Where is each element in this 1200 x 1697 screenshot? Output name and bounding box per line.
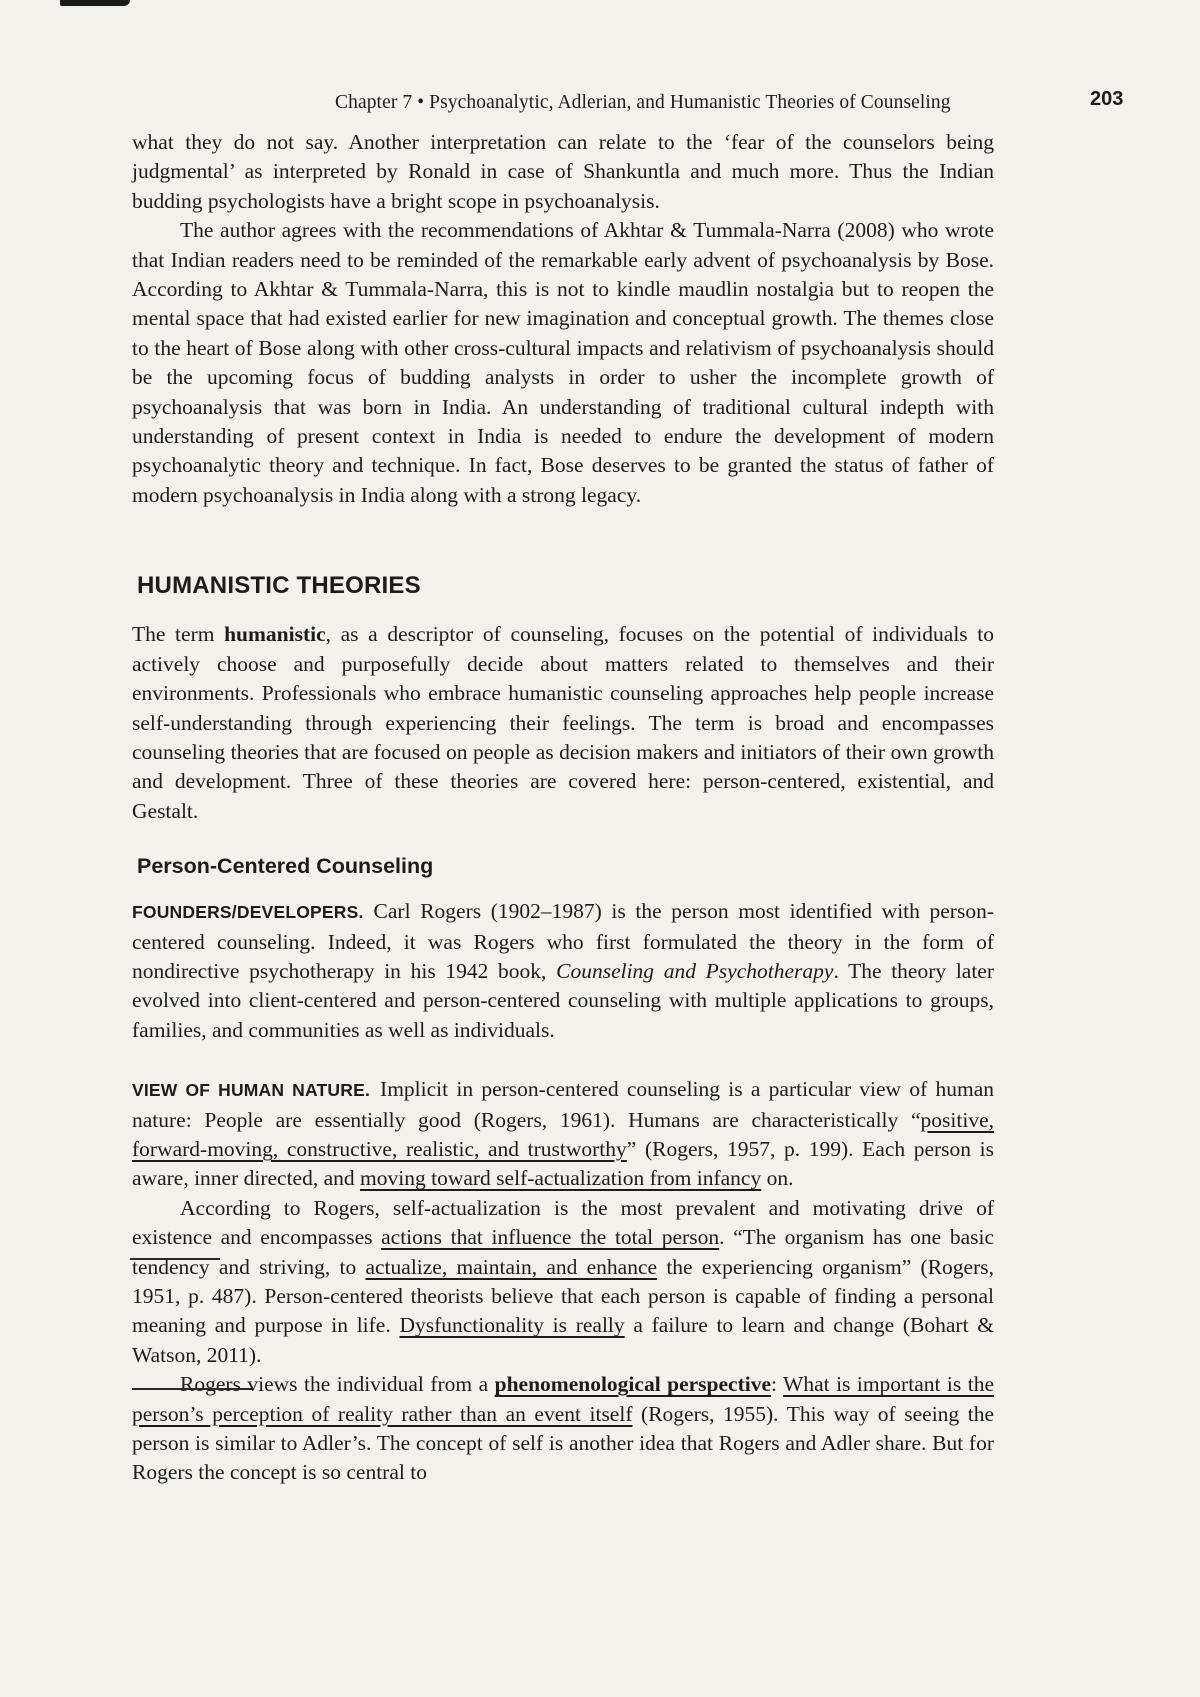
paragraph-human-nature: VIEW OF HUMAN NATURE. Implicit in person-centered counseling is a particular view of human nature: People are essentially good (Rogers, 1961). Humans are characteristically “positive, forward-moving, constructive, realistic, and trustworthy” (Rogers, 1957, p. 199). Each person is aware, inner directed, and moving toward self-actualization from infancy on. [132,1077,994,1191]
pen-mark-line [132,1388,252,1390]
paragraph-self-actualization: According to Rogers, self-actualization is the most prevalent and motivating drive of existence and encompasses actions that influence the total person. “The organism has one basic tendency and striving, to actualize, maintain, and enhance the experiencing organism” (Rogers, 1951, p. 487). Person-centered theorists believe that each person is capable of finding a personal meaning and purpose in life. Dysfunctionality is really a failure to learn and change (Bohart & Watson, 2011). [132,1195,995,1367]
underline-annotation: positive, forward-moving, constructive, realistic, and trustworthy [132,1107,994,1161]
running-head: Chapter 7 • Psychoanalytic, Adlerian, and Humanistic Theories of Counseling [335,92,951,113]
page-number: 203 [1090,88,1124,110]
paragraph-humanistic: The term humanistic, as a descriptor of counseling, focuses on the potential of individuals to actively choose and purposefully decide about matters related to themselves and their environments. Professionals who embrace humanistic counseling approaches help people increase self-understanding through experiencing their feelings. The term is broad and encompasses counseling theories that are focused on people as decision makers and initiators of their own growth and development. Three of these theories are covered here: person-centered, existential, and Gestalt. [132,622,995,823]
underline-annotation: Dysfunctionality is really [399,1313,625,1338]
pen-mark-line [130,1258,220,1260]
underline-annotation: actions that influence the total person [381,1225,720,1250]
subsection-heading-person-centered: Person-Centered Counseling [137,854,434,879]
page-body [132,128,994,1488]
paragraph-phenomenological: Rogers views the individual from a phenomenological perspective: What is important is the person’s perception of reality rather than an event itself (Rogers, 1955). This way of seeing the person is similar to Adler’s. The concept of self is another idea that Rogers and Adler share. But for Rogers the concept is so central to [132,1372,994,1485]
runin-human-nature: VIEW OF HUMAN NATURE. [132,1080,371,1101]
runin-founders: FOUNDERS/DEVELOPERS. [132,902,364,923]
key-term-phenomenological: phenomenological perspective [494,1372,771,1397]
book-title: Counseling and Psychotherapy [556,958,834,983]
paragraph-bose: The author agrees with the recommendations of Akhtar & Tummala-Narra (2008) who wrote that Indian readers need to be reminded of the remarkable early advent of psychoanalysis by Bose. According to Akhtar & Tummala-Narra, this is not to kindle maudlin nostalgia but to reopen the mental space that had existed earlier for new imagination and conceptual growth. The themes close to the heart of Bose along with other cross-cultural impacts and relativism of psychoanalysis should be the upcoming focus of budding analysts in order to usher the incomplete growth of psychoanalysis that was born in India. An understanding of traditional cultural indepth with understanding of present context in India is needed to endure the development of modern psychoanalytic theory and technique. In fact, Bose deserves to be granted the status of father of modern psychoanalysis in India along with a strong legacy. [132,218,994,507]
scan-corner-mark [60,0,130,6]
underline-annotation: What is important is the person’s perception of reality rather than an event itself [132,1372,994,1426]
underline-annotation: moving toward self-actualization from infancy [360,1166,762,1191]
paragraph-founders: FOUNDERS/DEVELOPERS. Carl Rogers (1902–1987) is the person most identified with person-centered counseling. Indeed, it was Rogers who first formulated the theory in the form of nondirective psychotherapy in his 1942 book, Counseling and Psychotherapy. The theory later evolved into client-centered and person-centered counseling with multiple applications to groups, families, and communities as well as individuals. [132,899,995,1042]
paragraph-continuation: what they do not say. Another interpretation can relate to the ‘fear of the counselors being judgmental’ as interpreted by Ronald in case of Shankuntla and much more. Thus the Indian budding psychologists have a bright scope in psychoanalysis. [132,130,994,213]
key-term-humanistic: humanistic [224,622,326,647]
section-heading-humanistic: HUMANISTIC THEORIES [137,572,421,600]
underline-annotation: actualize, maintain, and enhance [365,1254,658,1279]
